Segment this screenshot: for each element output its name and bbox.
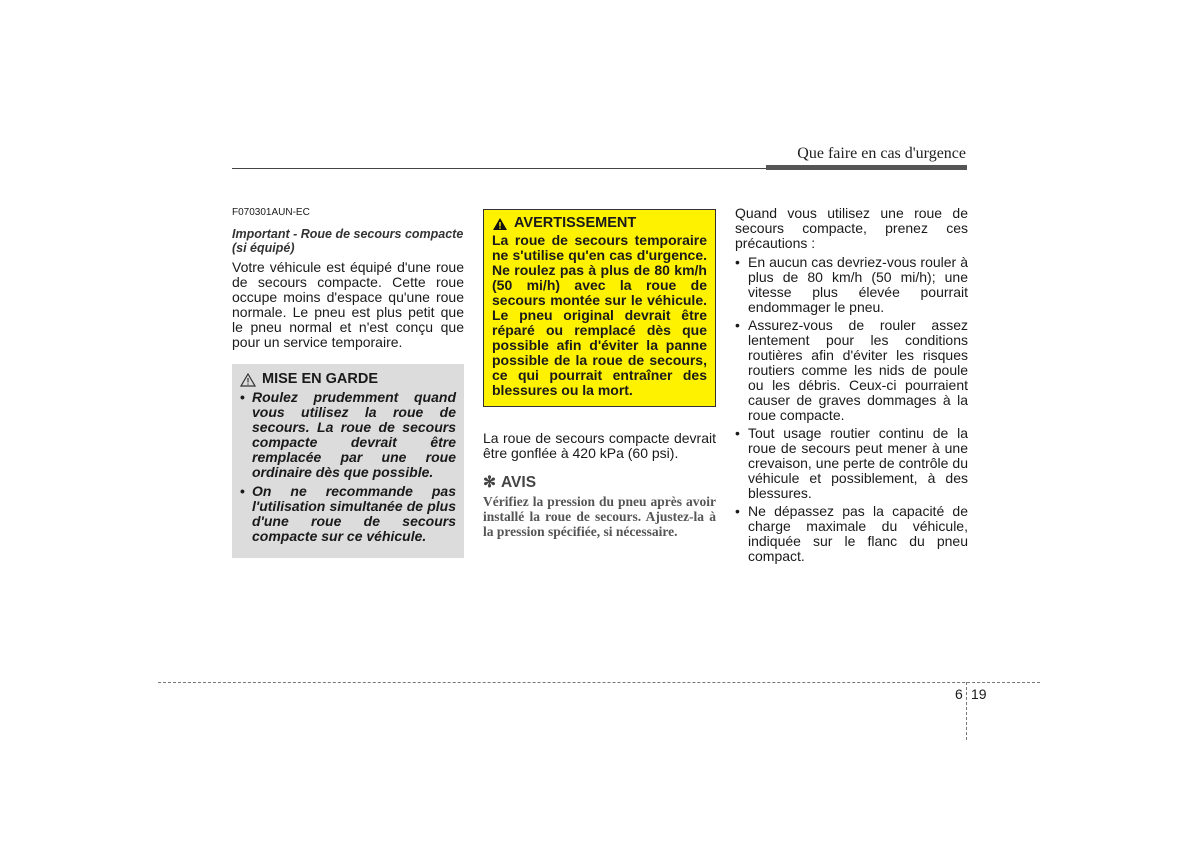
column-middle (483, 209, 716, 539)
section-body: Votre véhicule est équipé d'une roue de secours compacte. Cette roue occupe moins d'espace qu'une roue normale. Le pneu est plus petit que le pneu normal et n'est conçu que pour un service temporaire. (232, 259, 464, 350)
column-left (232, 205, 464, 558)
page-header-title: Que faire en cas d'urgence (797, 145, 966, 162)
page-number: 19 (971, 686, 987, 702)
caution-title (240, 372, 456, 387)
precautions-intro: Quand vous utilisez une roue de secours compacte, prenez ces précautions : (735, 205, 968, 251)
footer-vertical-divider (966, 682, 967, 740)
footer-divider (158, 682, 1040, 683)
caution-title-text: MISE EN GARDE (262, 371, 379, 387)
warning-triangle-outline-icon (240, 373, 256, 387)
caution-box (232, 364, 464, 558)
list-item: • Ne dépassez pas la capacité de charge maximale du véhicule, indiquée sur le flanc du pneu compact. (735, 503, 968, 564)
section-code: F070301AUN-EC (232, 207, 310, 218)
caution-item: • On ne recommande pas l'utilisation simultanée de plus d'une roue de secours compacte sur ce véhicule. (240, 483, 456, 544)
caution-list (240, 390, 456, 544)
column-right (735, 206, 968, 567)
notice-text: Vérifiez la pression du pneu après avoir installé la roue de secours. Ajustez-la à la pression spécifiée, si nécessaire. (483, 494, 716, 539)
header-bar (766, 165, 967, 170)
list-item: • Assurez-vous de rouler assez lentement pour les conditions routières afin d'éviter les risques routiers comme les nids de poule ou les débris. Ceux-ci pourraient causer de graves dommages à la roue compacte. (735, 317, 968, 423)
warning-triangle-filled-icon (492, 217, 508, 231)
notice-title (483, 475, 716, 490)
warning-text: La roue de secours temporaire ne s'utilise qu'en cas d'urgence. Ne roulez pas à plus de 80 km/h (50 mi/h) avec la roue de secours montée sur le véhicule. Le pneu original devrait être réparé ou remplacé dès que possible afin d'éviter la panne possible de la roue de secours, ce qui pourrait entraîner des blessures ou la mort. (492, 232, 707, 398)
list-item: • En aucun cas devriez-vous rouler à plus de 80 km/h (50 mi/h); une vitesse plus élevée pourrait endommager le pneu. (735, 254, 968, 315)
precautions-list (735, 255, 968, 564)
chapter-number: 6 (955, 686, 963, 702)
list-item: • Tout usage routier continu de la roue de secours peut mener à une crevaison, une perte de contrôle du véhicule et possiblement, à des blessures. (735, 425, 968, 501)
asterisk-icon: ✻ (483, 474, 496, 491)
warning-title-text: AVERTISSEMENT (514, 215, 637, 231)
warning-box (483, 209, 716, 407)
caution-item: • Roulez prudemment quand vous utilisez la roue de secours. La roue de secours compacte devrait être remplacée par une roue ordinaire dès que possible. (240, 389, 456, 480)
notice-title-text: AVIS (501, 474, 537, 491)
section-subtitle: Important - Roue de secours compacte (si équipé) (232, 227, 464, 255)
warning-title (492, 216, 707, 231)
inflation-text: La roue de secours compacte devrait être gonflée à 420 kPa (60 psi). (483, 430, 716, 461)
